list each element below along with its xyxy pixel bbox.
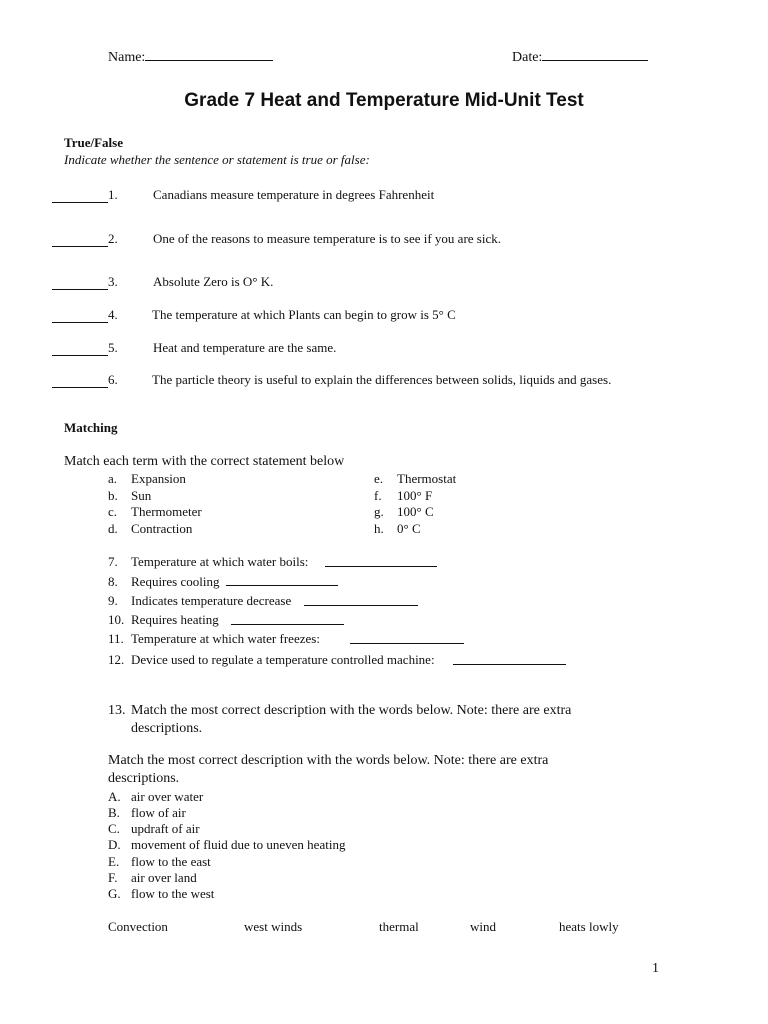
term-letter: a. xyxy=(108,471,118,486)
answer-blank-12[interactable] xyxy=(453,652,566,665)
term-text: 100° F xyxy=(397,488,433,503)
answer-blank-11[interactable] xyxy=(350,631,464,644)
term-letter: e. xyxy=(374,471,384,486)
option-text: updraft of air xyxy=(131,821,200,836)
term-letter: f. xyxy=(374,488,382,503)
word-bank-item: Convection xyxy=(108,919,168,934)
matching-heading: Matching xyxy=(64,420,118,435)
option-letter: A. xyxy=(108,789,121,804)
statement-text: The temperature at which Plants can begin to grow is 5° C xyxy=(152,307,456,322)
item-number: 4. xyxy=(108,307,118,322)
question-number: 11. xyxy=(108,631,124,646)
option-letter: D. xyxy=(108,837,121,852)
option-letter: F. xyxy=(108,870,118,885)
term-letter: h. xyxy=(374,521,384,536)
answer-blank-3[interactable] xyxy=(52,277,108,290)
question-text: Device used to regulate a temperature controlled machine: xyxy=(131,652,435,667)
term-letter: c. xyxy=(108,504,118,519)
option-letter: E. xyxy=(108,854,120,869)
question-text: Indicates temperature decrease xyxy=(131,593,292,608)
question-number: 7. xyxy=(108,554,118,569)
answer-blank-6[interactable] xyxy=(52,375,108,388)
answer-blank-1[interactable] xyxy=(52,190,108,203)
page-title: Grade 7 Heat and Temperature Mid-Unit Test xyxy=(184,90,584,111)
term-text: Thermostat xyxy=(397,471,457,486)
word-bank-item: heats lowly xyxy=(559,919,619,934)
statement-text: The particle theory is useful to explain the differences between solids, liquids and gases. xyxy=(152,372,612,387)
term-text: Sun xyxy=(131,488,152,503)
question-text: Requires cooling xyxy=(131,574,220,589)
item-number: 1. xyxy=(108,187,118,202)
date-field[interactable] xyxy=(512,48,648,66)
option-text: movement of fluid due to uneven heating xyxy=(131,837,346,852)
question-number: 10. xyxy=(108,612,125,627)
item-number: 6. xyxy=(108,372,118,387)
term-text: Thermometer xyxy=(131,504,202,519)
answer-blank-5[interactable] xyxy=(52,343,108,356)
option-text: flow to the west xyxy=(131,886,215,901)
term-text: Contraction xyxy=(131,521,193,536)
word-bank-item: west winds xyxy=(244,919,303,934)
item-number: 2. xyxy=(108,231,118,246)
item-number: 3. xyxy=(108,274,118,289)
question-13-line-1: Match the most correct description with the words below. Note: there are extra xyxy=(131,703,572,718)
name-field[interactable] xyxy=(108,48,273,66)
true-false-heading: True/False xyxy=(64,135,123,150)
option-text: air over water xyxy=(131,789,204,804)
question-number: 9. xyxy=(108,593,118,608)
statement-text: Absolute Zero is O° K. xyxy=(153,274,274,289)
question-13-line-2: descriptions. xyxy=(131,721,203,736)
option-letter: B. xyxy=(108,805,120,820)
description-paragraph-line-1: Match the most correct description with the words below. Note: there are extra xyxy=(108,753,549,768)
word-bank-item: thermal xyxy=(379,919,419,934)
date-blank[interactable] xyxy=(542,48,648,61)
date-label: Date: xyxy=(512,50,543,65)
option-text: flow to the east xyxy=(131,854,211,869)
term-text: 100° C xyxy=(397,504,434,519)
question-text: Requires heating xyxy=(131,612,219,627)
true-false-instruction: Indicate whether the sentence or statement is true or false: xyxy=(64,152,370,167)
name-label: Name: xyxy=(108,50,146,65)
option-letter: G. xyxy=(108,886,121,901)
answer-blank-4[interactable] xyxy=(52,310,108,323)
question-text: Temperature at which water freezes: xyxy=(131,631,320,646)
name-blank[interactable] xyxy=(145,48,273,61)
term-letter: d. xyxy=(108,521,118,536)
page-number: 1 xyxy=(652,961,659,976)
question-number: 12. xyxy=(108,652,125,667)
statement-text: Heat and temperature are the same. xyxy=(153,340,337,355)
item-number: 5. xyxy=(108,340,118,355)
answer-blank-9[interactable] xyxy=(304,593,418,606)
option-text: air over land xyxy=(131,870,197,885)
question-number: 8. xyxy=(108,574,118,589)
answer-blank-10[interactable] xyxy=(231,612,344,625)
statement-text: Canadians measure temperature in degrees Fahrenheit xyxy=(153,187,435,202)
statement-text: One of the reasons to measure temperature is to see if you are sick. xyxy=(153,231,501,246)
answer-blank-2[interactable] xyxy=(52,234,108,247)
question-number: 13. xyxy=(108,703,126,718)
term-letter: b. xyxy=(108,488,118,503)
answer-blank-7[interactable] xyxy=(325,554,437,567)
term-letter: g. xyxy=(374,504,384,519)
term-text: 0° C xyxy=(397,521,421,536)
description-paragraph-line-2: descriptions. xyxy=(108,771,180,786)
option-letter: C. xyxy=(108,821,120,836)
option-text: flow of air xyxy=(131,805,186,820)
question-text: Temperature at which water boils: xyxy=(131,554,309,569)
term-text: Expansion xyxy=(131,471,186,486)
word-bank-item: wind xyxy=(470,919,496,934)
matching-instruction: Match each term with the correct statement below xyxy=(64,454,345,469)
answer-blank-8[interactable] xyxy=(226,573,338,586)
